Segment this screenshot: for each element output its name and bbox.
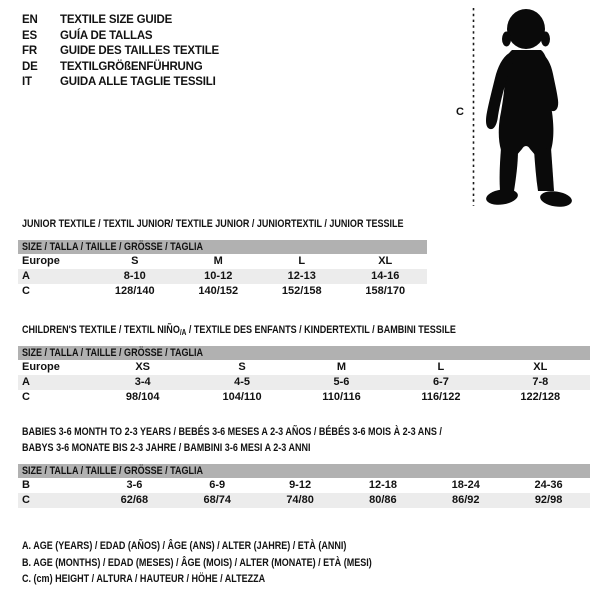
size-cell: 10-12: [204, 270, 233, 282]
size-cell: 18-24: [451, 479, 480, 491]
baby-figure: [456, 0, 595, 215]
row-label: Europe: [22, 361, 60, 373]
table-title: [18, 424, 590, 440]
size-cell: XL: [378, 255, 393, 267]
size-cell: 158/170: [365, 285, 406, 297]
baby-silhouette-shape: [485, 9, 573, 209]
note-age-months: B. AGE (MONTHS) / EDAD (MESES) / ÂGE (MOIS) / ALTER (MONATE) / ETÀ (MESI): [22, 556, 372, 569]
size-cell: 116/122: [421, 391, 461, 403]
size-cell: 24-36: [534, 479, 563, 491]
table-title-text: BABIES 3-6 MONTH TO 2-3 YEARS / BEBÉS 3-6 MESES A 2-3 AÑOS / BÉBÉS 3-6 MOIS À 2-3 ANS /: [22, 426, 442, 438]
size-cell: 122/128: [520, 391, 561, 403]
guide-title: TEXTILGRÖßENFÜHRUNG: [60, 60, 203, 73]
note-height-cm: C. (cm) HEIGHT / ALTURA / HAUTEUR / HÖHE / ALTEZZA: [22, 573, 266, 585]
guide-title: GUIDE DES TAILLES TEXTILE: [60, 45, 219, 57]
size-cell: 128/140: [114, 285, 155, 297]
size-cell: 152/158: [281, 285, 322, 297]
table-row: [18, 375, 590, 390]
size-cell: 62/68: [120, 494, 149, 506]
size-cell: 98/104: [125, 391, 160, 403]
size-header-bar: [18, 464, 590, 478]
size-cell: 140/152: [198, 285, 239, 297]
height-measure-label: C: [456, 106, 464, 118]
size-cell: S: [131, 255, 139, 267]
size-cell: S: [238, 361, 246, 373]
size-cell: 7-8: [532, 376, 549, 388]
table-row: [18, 284, 427, 299]
table-title: [18, 216, 427, 232]
size-header-label: SIZE / TALLA / TAILLE / GRÖSSE / TAGLIA: [22, 347, 204, 359]
language-code: IT: [22, 76, 32, 88]
row-label: A: [22, 270, 30, 282]
table-title: [18, 440, 590, 456]
size-cell: 6-7: [432, 376, 449, 388]
language-row: [22, 44, 219, 60]
size-cell: 104/110: [222, 391, 262, 403]
babies-textile-table: [18, 424, 590, 508]
language-row: [22, 29, 219, 45]
size-cell: 5-6: [333, 376, 350, 388]
table-title-text: / TEXTILE DES ENFANTS / KINDERTEXTIL / BAMBINI TESSILE: [186, 324, 456, 336]
table-row: [18, 360, 590, 375]
row-label: Europe: [22, 255, 60, 267]
guide-title: GUIDA ALLE TAGLIE TESSILI: [60, 76, 216, 88]
size-cell: L: [298, 255, 306, 267]
table-row: [18, 269, 427, 284]
language-code: EN: [22, 14, 38, 26]
size-header-label: SIZE / TALLA / TAILLE / GRÖSSE / TAGLIA: [22, 465, 204, 477]
language-list: [22, 13, 219, 91]
size-cell: 86/92: [451, 494, 480, 506]
legend-notes: [22, 538, 449, 588]
table-title: [18, 322, 590, 338]
size-cell: 80/86: [369, 494, 397, 506]
row-label: B: [22, 479, 30, 491]
size-cell: 6-9: [209, 479, 226, 491]
baby-silhouette-icon: [465, 0, 595, 215]
language-row: [22, 13, 219, 29]
row-label: A: [22, 376, 30, 388]
size-cell: 3-6: [126, 479, 143, 491]
row-label: C: [22, 285, 30, 297]
language-row: [22, 75, 219, 91]
table-row: [18, 478, 590, 493]
size-cell: 12-18: [368, 479, 397, 491]
language-row: [22, 60, 219, 76]
guide-title: TEXTILE SIZE GUIDE: [60, 14, 173, 26]
junior-textile-table: [18, 216, 427, 299]
row-label: C: [22, 494, 30, 506]
size-header-bar: [18, 346, 590, 360]
table-title-subscript: /A: [179, 328, 187, 337]
language-code: FR: [22, 45, 37, 57]
childrens-textile-table: [18, 322, 590, 405]
size-cell: L: [437, 361, 445, 373]
size-cell: 4-5: [234, 376, 251, 388]
guide-title: GUÍA DE TALLAS: [60, 29, 153, 42]
size-cell: M: [213, 255, 223, 267]
size-cell: XS: [135, 361, 151, 373]
size-cell: M: [336, 361, 347, 373]
table-title-text: BABYS 3-6 MONATE BIS 2-3 JAHRE / BAMBINI 3-6 MESI A 2-3 ANNI: [22, 442, 311, 454]
table-row: [18, 493, 590, 508]
table-row: [18, 254, 427, 269]
language-code: ES: [22, 29, 37, 42]
table-title-text: CHILDREN'S TEXTILE / TEXTIL NIÑO: [22, 324, 180, 336]
size-header-label: SIZE / TALLA / TAILLE / GRÖSSE / TAGLIA: [22, 241, 204, 253]
size-cell: 14-16: [371, 270, 400, 282]
size-cell: 92/98: [534, 494, 563, 506]
table-title-text: JUNIOR TEXTILE / TEXTIL JUNIOR/ TEXTILE JUNIOR / JUNIORTEXTIL / JUNIOR TESSILE: [22, 218, 404, 230]
size-cell: XL: [533, 361, 548, 373]
table-row: [18, 390, 590, 405]
size-cell: 9-12: [289, 479, 312, 491]
note-age-years: A. AGE (YEARS) / EDAD (AÑOS) / ÂGE (ANS) / ALTER (JAHRE) / ETÀ (ANNI): [22, 540, 347, 552]
size-cell: 74/80: [286, 494, 314, 506]
size-header-bar: [18, 240, 427, 254]
language-code: DE: [22, 60, 38, 73]
size-cell: 110/116: [322, 391, 361, 403]
size-cell: 3-4: [134, 376, 151, 388]
size-cell: 12-13: [287, 270, 316, 282]
size-cell: 68/74: [203, 494, 231, 506]
row-label: C: [22, 391, 30, 403]
size-cell: 8-10: [123, 270, 146, 282]
